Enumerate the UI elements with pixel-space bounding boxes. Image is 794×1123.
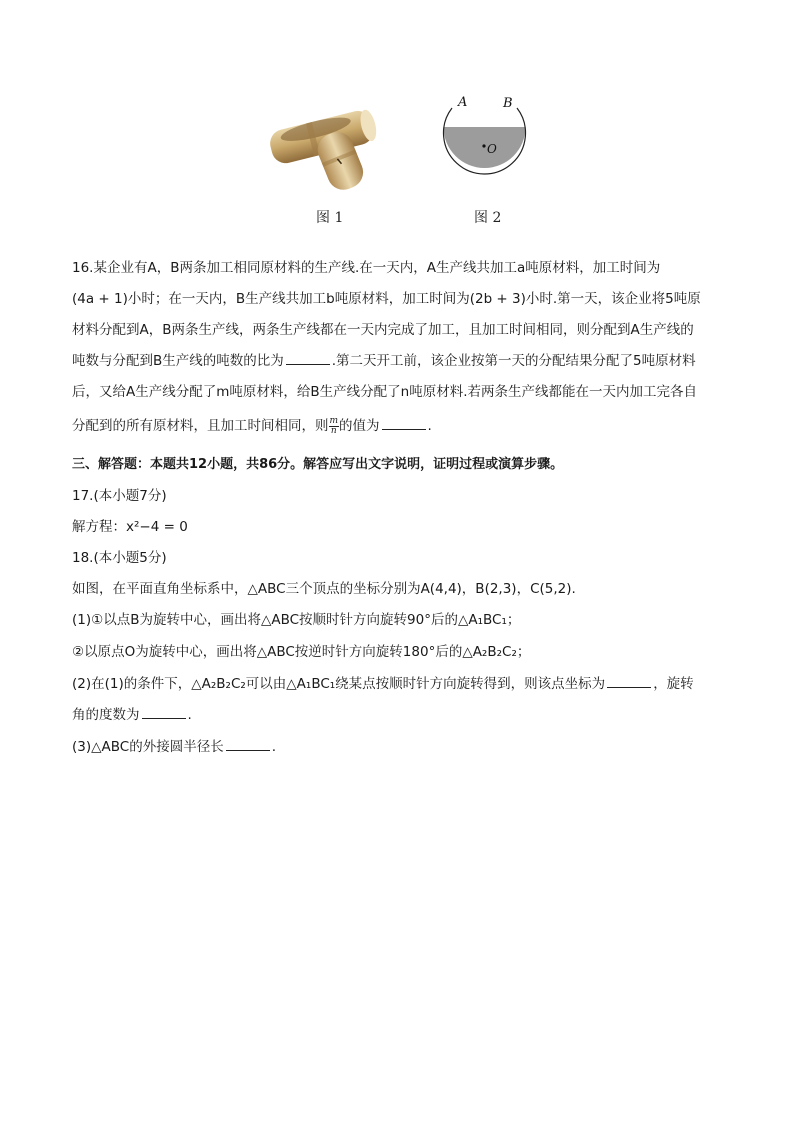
q18-intro: 如图，在平面直角坐标系中，△ABC三个顶点的坐标分别为A(4,4)，B(2,3)，C(5,2). <box>72 581 576 597</box>
q18-part-3-text-a: (3)△ABC的外接圆半径长 <box>72 739 224 755</box>
q16-line-4-text-a: 吨数与分配到B生产线的吨数的比为 <box>72 353 284 369</box>
q18-part-1b: ②以原点O为旋转中心，画出将△ABC按逆时针方向旋转180°后的△A₂B₂C₂； <box>72 644 531 660</box>
q18-part-2-text-c: 角的度数为 <box>72 707 140 723</box>
q18-part-2-text-b: ，旋转 <box>653 676 694 692</box>
answer-blank-circumradius[interactable] <box>226 738 270 751</box>
q18-part-2-line-2 <box>72 705 192 725</box>
section-3-heading: 三、解答题：本题共12小题，共86分。解答应写出文字说明，证明过程或演算步骤。 <box>72 457 564 472</box>
q16-line-1: 16.某企业有A，B两条加工相同原材料的生产线.在一天内，A生产线共加工a吨原材料，加工时间为 <box>72 260 661 276</box>
q17-equation: 解方程：x²−4 = 0 <box>72 519 188 535</box>
q17-heading: 17.(本小题7分) <box>72 488 167 504</box>
label-o: O <box>487 142 497 156</box>
label-a: A <box>458 95 468 110</box>
answer-blank-ratio[interactable] <box>286 352 330 365</box>
q18-part-2-line-1 <box>72 674 694 694</box>
answer-blank-rotation-angle[interactable] <box>142 706 186 719</box>
q16-line-2: (4a + 1)小时；在一天内，B生产线共加工b吨原材料，加工时间为(2b + 3)小时.第一天，该企业将5吨原 <box>72 291 701 307</box>
q18-part-3-text-b: . <box>271 739 276 755</box>
q16-line-4 <box>72 351 696 371</box>
q16-line-4-text-b: .第二天开工前，该企业按第一天的分配结果分配了5吨原材料 <box>331 353 696 369</box>
figure-1-bamboo-image <box>262 98 382 194</box>
answer-blank-m-over-n[interactable] <box>382 417 426 430</box>
figure-2-circle-diagram <box>430 90 540 194</box>
fraction-m-over-n: $\frac{m}{n}$ <box>329 415 339 436</box>
q16-line-6-text-b: 的值为 <box>339 418 380 434</box>
q18-part-2-text-d: . <box>187 707 192 723</box>
q16-line-3: 材料分配到A，B两条生产线，两条生产线都在一天内完成了加工，且加工时间相同，则分配到A生产线的 <box>72 322 694 338</box>
q16-line-6 <box>72 416 432 436</box>
q16-line-6-text-a: 分配到的所有原材料，且加工时间相同，则 <box>72 418 329 434</box>
q16-line-6-text-c: . <box>427 418 432 434</box>
q18-part-2-text-a: (2)在(1)的条件下，△A₂B₂C₂可以由△A₁BC₁绕某点按顺时针方向旋转得到，则该点坐标为 <box>72 676 606 692</box>
figure-2-caption: 图 2 <box>474 210 502 226</box>
answer-blank-center-point[interactable] <box>607 675 651 688</box>
q18-heading: 18.(本小题5分) <box>72 550 167 566</box>
label-b: B <box>503 96 513 111</box>
q16-line-5: 后，又给A生产线分配了m吨原材料，给B生产线分配了n吨原材料.若两条生产线都能在一天内加工完各自 <box>72 384 697 400</box>
q18-part-1a: (1)①以点B为旋转中心，画出将△ABC按顺时针方向旋转90°后的△A₁BC₁； <box>72 612 521 628</box>
figure-1-caption: 图 1 <box>316 210 344 226</box>
q18-part-3 <box>72 737 276 757</box>
